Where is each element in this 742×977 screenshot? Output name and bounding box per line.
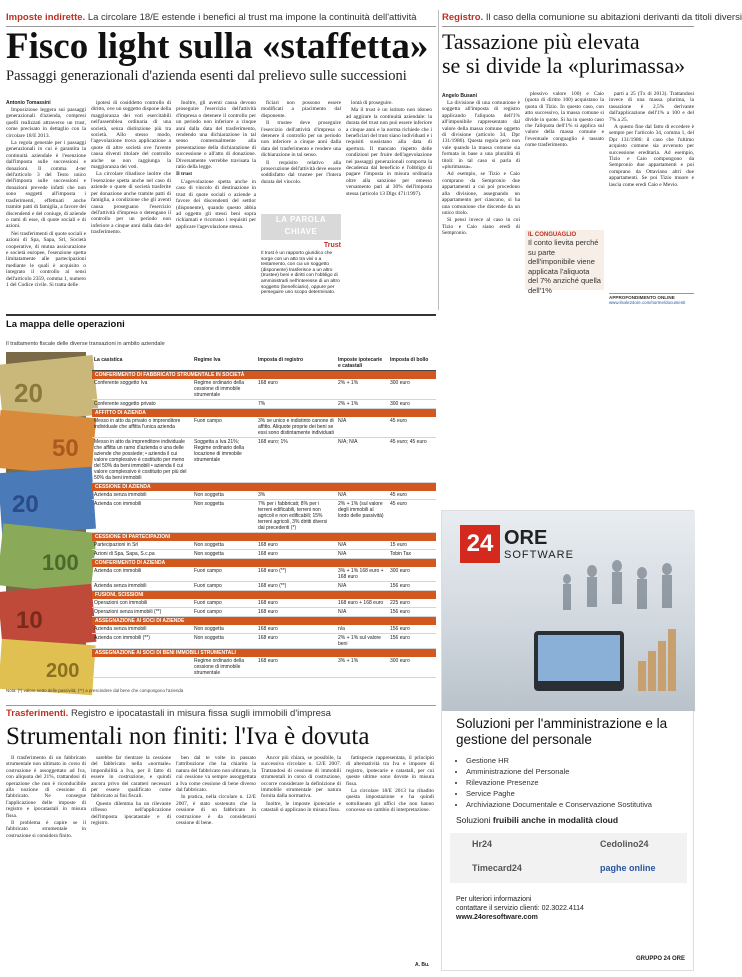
- table-cell: 300 euro: [388, 567, 436, 582]
- paragraph: Il problema è capire se il fabbricato strumentale in costruzione si considera finito.: [6, 820, 86, 839]
- paragraph: Il trustee deve proseguire l'esercizio dell'attività d'impresa o detenere il controllo per un periodo non inferiore a cinque anni dalla data del trasferimento e rendere una dichiarazione in tal senso.: [261, 120, 341, 159]
- table-cell: Non soggetta: [192, 634, 256, 649]
- headline-top-left: Fisco light sulla «staffetta»: [6, 26, 429, 67]
- ad-brand-bar: [450, 833, 687, 883]
- table-row: [92, 582, 436, 591]
- table-cell: Regime ordinario della cessione di immobile strumentale: [192, 379, 256, 400]
- approfondimento-link[interactable]: www.ilsole24ore.com/norme/documenti: [609, 300, 686, 305]
- table-cell: 168 euro: [256, 657, 336, 678]
- table-row: [92, 567, 436, 582]
- table-row: [92, 379, 436, 400]
- paragraph: lontà di proseguire.: [351, 100, 393, 106]
- conguaglio-box: [525, 230, 604, 295]
- table-cell: N/A: [336, 541, 388, 550]
- table-cell: 168 euro: [256, 379, 336, 400]
- table-section-title: ASSEGNAZIONE AI SOCI DI BENI IMMOBILI STRUMENTALI: [92, 649, 436, 658]
- paragraph: Imposizione leggera sui passaggi generazionali d'azienda, compresi quelli realizzati attraverso un trust, come precisato in dettaglio con la circolare 18/E 2013.: [6, 107, 86, 139]
- table-section-row: [92, 559, 436, 568]
- keyword-box: [261, 214, 341, 308]
- table-cell: Non soggetta: [192, 541, 256, 550]
- table-cell: Non soggetta: [192, 550, 256, 559]
- paragraph: Ma il trust è un istituto non idoneo ad aggirare la continuità aziendale: la durata del trust non può essere inferiore a cinque anni e la norma richiede che i beneficiari del trust siano individuati e i requisiti sussistano alla data di apertura. Il mancato rispetto delle condizioni per fruire dell'agevolazione nei passaggi generazionali comporta la decadenza dal beneficio e l'obbligo di pagare l'imposta in misura ordinaria oltre alla sanzione per omesso versamento pari al 30% dell'imposta stessa (articolo 13 Dlgs 471/1997).: [346, 107, 432, 197]
- article-column-r2: [525, 91, 604, 226]
- table-cell: Fuori campo: [192, 599, 256, 608]
- headline-line: se si divide la «plurimassa»: [442, 53, 686, 78]
- article-column-2: [91, 100, 171, 308]
- table-cell: 168 euro: [256, 634, 336, 649]
- table-section-row: [92, 483, 436, 492]
- ad-logo-badge: 24: [460, 525, 500, 563]
- kicker-top-right: [442, 12, 742, 24]
- table-cell: Azienda senza immobili: [92, 491, 192, 500]
- table-cell: 168 euro (**): [256, 582, 336, 591]
- table-cell: N/A: [336, 491, 388, 500]
- table-cell: Fuori campo: [192, 608, 256, 617]
- article-column-b2: [91, 755, 171, 970]
- kicker-top-left: [6, 12, 436, 24]
- table-cell: [192, 400, 256, 409]
- headline-line: Tassazione più elevata: [442, 29, 640, 54]
- paragraph: Il requisito relativo alla prosecuzione dell'attività deve essere soddisfatto dal trustee per l'intera durata del vincolo.: [261, 159, 341, 185]
- ad-tagline-prefix: Soluzioni: [456, 815, 491, 825]
- keyword-label: [261, 214, 341, 240]
- table-cell: Non soggetta: [192, 625, 256, 634]
- table-row: [92, 400, 436, 409]
- table-cell: Azienda senza immobili: [92, 582, 192, 591]
- table-row: [92, 599, 436, 608]
- svg-text:20: 20: [14, 378, 43, 408]
- table-cell: Operazioni con immobili: [92, 599, 192, 608]
- paragraph: La regola generale per i passaggi generazionali in cui è garantita la continuità aziendale è l'esenzione dall'imposta sulle successioni e donazioni. Il comma 4-ter dell'articolo 3 del Testo unico dell'imposta sulle successioni e donazioni prevede infatti che non sono soggetti all'imposta i trasferimenti, effettuati anche tramite patti di famiglia, a favore dei discendenti e del coniuge, di aziende o rami di esse, di quote sociali e di azioni.: [6, 140, 86, 230]
- table-section-title: FUSIONI, SCISSIONI: [92, 591, 436, 600]
- mappa-subtitle: Il trattamento fiscale delle diverse transazioni in ambito aziendale: [6, 341, 165, 347]
- table-section-title: CONFERIMENTO DI AZIENDA: [92, 559, 436, 568]
- ad-logo: [460, 525, 580, 565]
- paragraph: La divisione di una comunione è soggetta all'imposta di registro applicando l'aliquota dell'1% all'imponibile rappresentato dal valore della massa comune oggetto di divisione (articolo 34, Dpr 131/1986). Questa regola però non vale quando la massa comune sia formata in base a una pluralità di titoli: in tal caso si parla di «plurimassa».: [442, 100, 520, 171]
- table-cell: 3%: [256, 491, 336, 500]
- table-section-title: CESSIONE DI AZIENDA: [92, 483, 436, 492]
- ad-item: • Rilevazione Presenze: [466, 777, 696, 788]
- table-section-title: CONFERIMENTO DI FABBRICATO STRUMENTALE IN SOCIETÀ: [92, 371, 436, 380]
- table-cell: Messo in atto da imprenditore individuale che affitta un ramo d'azienda o una delle aziende che possiede; • azienda il cui valore complessivo è costituito per meno del 50% da beni immobili • azienda il cui valore complessivo è costituito per più del 50% da beni immobili: [92, 438, 192, 483]
- article-column-b3: [176, 755, 256, 970]
- headline-bottom-left: Strumentali non finiti: l'Iva è dovuta: [6, 723, 370, 750]
- svg-text:100: 100: [42, 550, 79, 575]
- table-cell: Regime ordinario della cessione di immobile strumentale: [192, 657, 256, 678]
- table-cell: 15 euro: [388, 541, 436, 550]
- ad-brand: Hr24: [472, 839, 493, 849]
- table-cell: N/A: [336, 550, 388, 559]
- table-cell: Azienda con immobili: [92, 500, 192, 533]
- table-section-row: [92, 617, 436, 626]
- banknotes-image: [6, 352, 86, 685]
- divider: [442, 26, 694, 27]
- table-cell: 225 euro: [388, 599, 436, 608]
- ad-contact-line: contattare il servizio clienti: 02.3022.4114: [456, 905, 584, 912]
- divider: [6, 705, 436, 706]
- byline-bottom-left: A. Bu.: [415, 962, 430, 968]
- paragraph: La circolare 18/E 2013 ha ribadito questa impostazione e ha quindi sottolineato gli uffici che non hanno concesso un cambio di interpretazione.: [346, 788, 434, 814]
- headline-top-right: [442, 30, 694, 78]
- article-column-b1: [6, 755, 86, 970]
- table-cell: Azienda senza immobili: [92, 625, 192, 634]
- paragraph: Inoltre, gli aventi causa devono proseguire l'esercizio dell'attività d'impresa o detenere il controllo per un periodo non inferiore a cinque anni dalla data del trasferimento, rendendo una dichiarazione in tal senso contestualmente alla presentazione della dichiarazione di successione o all'atto di donazione. Diversamente verrebbe travisata la ratio della legge.: [176, 100, 256, 171]
- table-cell: 168 euro: [256, 625, 336, 634]
- mappa-table: [92, 356, 436, 678]
- banknotes-illustration: [6, 352, 86, 685]
- ad-item: • Archiviazione Documentale e Conservazione Sostitutiva: [466, 799, 696, 810]
- table-row: [92, 634, 436, 649]
- table-row: [92, 550, 436, 559]
- svg-text:200: 200: [46, 660, 80, 682]
- ad-tagline-bold: fruibili anche in modalità cloud: [492, 815, 619, 825]
- paragraph: parti a 25 (Tx di 2013). Trattandosi invece di una massa plurima, la tassazione è 2,5% derivante dall'applicazione dell'1% a 100 e del 7% a 25.: [609, 91, 694, 123]
- paragraph: Ancor più chiara, se possibile, la successiva circolare n. 12/E 2007. Trattandosi di cessione di immobili strumentali in corso di costruzione, occorre considerare la definizione di immobile strumentale per natura fornita dalla normativa.: [261, 755, 341, 800]
- table-cell: Conferente soggetto Iva: [92, 379, 192, 400]
- conguaglio-text: Il conto lievita perché su parte dell'imponibile viene applicata l'aliquota del 7% anziché quella dell'1%: [528, 238, 601, 295]
- svg-text:50: 50: [52, 435, 79, 462]
- ad-item: • Gestione HR: [466, 755, 696, 766]
- paragraph: Si pensi invece al caso in cui Tizio e Caio siano eredi di Sempronio.: [442, 217, 520, 237]
- table-cell: 168 euro + 168 euro: [336, 599, 388, 608]
- table-cell: 3% se unico e indistinto canone di affitto. Aliquote proprie dei beni se essi sono distintamente individuati: [256, 417, 336, 438]
- ad-contact-url[interactable]: www.24oresoftware.com: [456, 914, 538, 921]
- ad-item-list: [456, 755, 696, 810]
- table-cell: 2% + 1% sul valore beni: [336, 634, 388, 649]
- table-cell: Azienda con immobili (**): [92, 634, 192, 649]
- article-column-3: [176, 100, 256, 308]
- table-cell: Non soggetta: [192, 491, 256, 500]
- section-heading: Il trust: [176, 171, 193, 178]
- keyword-term: Trust: [323, 242, 341, 249]
- mappa-note: Nota: (*) valore netto delle passività; (**) a prescindere dal bene che compongono l'azienda: [6, 688, 184, 693]
- paragraph: ficiari non possono essere modificati a piacimento dal disponente.: [261, 100, 341, 119]
- approfondimento-label: APPROFONDIMENTO ONLINE: [609, 293, 694, 300]
- table-row: [92, 608, 436, 617]
- table-cell: 156 euro: [388, 608, 436, 617]
- conguaglio-title: IL CONGUAGLIO: [528, 232, 577, 238]
- paragraph: In pratica, nella circolare n. 12/E 2007, è stato sostenuto che la cessione di un fabbricato in costruzione è da considerarsi cessione di bene.: [176, 794, 256, 827]
- table-cell: 7%: [256, 400, 336, 409]
- kicker-bottom-left: [6, 708, 436, 720]
- ad-brand: paghe online: [600, 863, 656, 873]
- table-cell: n/a: [336, 625, 388, 634]
- table-cell: 2% + 1%: [336, 379, 388, 400]
- svg-text:20: 20: [12, 491, 39, 518]
- article-column-r1: [442, 100, 520, 308]
- table-cell: Partecipazioni in Srl: [92, 541, 192, 550]
- ad-contact: [456, 895, 686, 922]
- table-row: [92, 625, 436, 634]
- mappa-table-body: [92, 371, 436, 678]
- article-column-r3: [609, 91, 694, 291]
- subheadline-top-left: Passaggi generazionali d'azienda esenti dal prelievo sulle successioni: [6, 68, 407, 84]
- paragraph: Inoltre, le imposte ipotecarie e catastali si applicano in misura fissa.: [261, 800, 341, 814]
- ad-brand: Timecard24: [472, 863, 522, 873]
- ad-brand: Cedolino24: [600, 839, 649, 849]
- table-cell: Conferente soggetto privato: [92, 400, 192, 409]
- table-section-row: [92, 371, 436, 380]
- table-row: [92, 438, 436, 483]
- table-section-title: CESSIONE DI PARTECIPAZIONI: [92, 533, 436, 542]
- table-cell: Azioni di Spa, Sapa, S.c.pa: [92, 550, 192, 559]
- table-cell: 45 euro: [388, 500, 436, 533]
- article-column-b4: [261, 755, 341, 970]
- table-cell: Tobin Tax: [388, 550, 436, 559]
- table-cell: 3% + 1% 168 euro + 168 euro: [336, 567, 388, 582]
- keyword-label-line1: LA PAROLA: [275, 215, 327, 224]
- kicker-label: Imposte indirette.: [6, 12, 86, 23]
- kicker-text: Registro e ipocatastali in misura fissa sugli immobili d'impresa: [70, 708, 331, 719]
- table-cell: 156 euro: [388, 634, 436, 649]
- divider: [6, 314, 436, 316]
- table-cell: Fuori campo: [192, 582, 256, 591]
- paragraph: ipotesi di cosiddetto controllo di diritto, ove un soggetto dispone della maggioranza dei voti esercitabili nell'assemblea ordinaria di una società, senza distinzione più tra società. Allo stesso modo, l'agevolazione trova applicazione a quote di altre società ove l'avente causa diventi titolare del controllo anche se non raggiunga la maggioranza dei voti.: [91, 100, 171, 171]
- approfondimento: [609, 293, 694, 305]
- ad-contact-line: Per ulteriori informazioni: [456, 896, 532, 903]
- table-cell: Fuori campo: [192, 567, 256, 582]
- table-row: [92, 500, 436, 533]
- paragraph: La circolare ribadisce inoltre che l'esenzione spetta anche nel caso di aziende o quote di società trasferite per donazione anche tramite patti di famiglia, a condizione che gli aventi causa proseguano l'esercizio dell'attività d'impresa o detengano il controllo per un periodo non inferiore a cinque anni dalla data del trasferimento.: [91, 171, 171, 236]
- ad-item: • Service Paghe: [466, 788, 696, 799]
- table-cell: [92, 657, 192, 678]
- keyword-label-line2: CHIAVE: [284, 227, 318, 236]
- ad-group-mark: GRUPPO 24 ORE: [635, 956, 685, 962]
- table-cell: 45 euro: [388, 417, 436, 438]
- table-cell: N/A: [336, 417, 388, 438]
- paragraph: Nei trasferimenti di quote sociali e azioni di Spa, Sapa, Srl, Società cooperative, di mutua assicurazione e società europee, l'esenzione spetta limitatamente alle partecipazioni mediante le quali è acquisito o integrato il controllo ai sensi dell'articolo 2359, comma 1, numero 1 del Codice civile. Si tratta delle: [6, 230, 86, 288]
- paragraph: ben dal te volte in passato l'attribuzione che ha chiarito la natura del fabbricato non ultimato, la cui cessione va sempre assoggettata a Iva come cessione di bene diverso dal fabbricato.: [176, 755, 256, 794]
- ad-item: • Amministrazione del Personale: [466, 766, 696, 777]
- table-header-row: [92, 356, 436, 371]
- article-column-1: [6, 107, 86, 307]
- table-cell: 3% + 1%: [336, 657, 388, 678]
- paragraph: fattispecie rappresentata, il principio di alternatività tra Iva e imposte di registro, ipotecarie e catastali, per cui queste ultime sono dovute in misura fissa.: [346, 755, 434, 787]
- byline-top-left: Antonio Tomassini: [6, 100, 51, 106]
- article-column-b5: [346, 755, 434, 960]
- paragraph: Ad esempio, se Tizio e Caio comprano da Sempronio due appartamenti a cui poi procedono alla divisione, assegnando un appartamento per ciascuno, si ha una comunione che discende da un unico titolo.: [442, 171, 520, 216]
- mappa-title: La mappa delle operazioni: [6, 319, 125, 330]
- table-cell: 45 euro: [388, 491, 436, 500]
- paragraph: sarebbe far rientrare la cessione del fabbricato nella «normale» imponibilità a Iva, per il fatto di essere in costruzione, e quindi ancora privo dei caratteri necessari per essere qualificato come fabbricato ai fini fiscali.: [91, 755, 171, 800]
- table-cell: 2% + 1%: [336, 400, 388, 409]
- table-cell: 7% per i fabbricati; 8% per i terreni edificabili, terreni non agricoli e non edificabili; 15% terreni agricoli, 3% diritti diversi dai precedenti (*): [256, 500, 336, 533]
- paragraph: plessivo valore 100) e Caio (quota di diritto 100) acquistano la quota di Tizio. In questo caso, con atto successivo, la massa comune si divide in quote. Si ha in questo caso che l'aliquota dell'1% si applica sul valore della massa comune e l'eventuale conguaglio è tassato come trasferimento.: [525, 91, 604, 149]
- keyword-text: Il trust è un rapporto giuridico che sorge con un atto tra vivi o a testamento, con cui un soggetto (disponente) trasferisce a un altro (trustee) beni e diritti con l'obbligo di amministrarli nell'interesse di un altro soggetto (beneficiario), oppure per perseguire uno scopo determinato.: [261, 251, 340, 296]
- table-cell: 45 euro; 45 euro: [388, 438, 436, 483]
- ad-headline: Soluzioni per l'amministrazione e la gestione del personale: [456, 716, 668, 747]
- table-row: [92, 417, 436, 438]
- table-cell: 156 euro: [388, 625, 436, 634]
- table-section-row: [92, 591, 436, 600]
- table-cell: 168 euro (**): [256, 567, 336, 582]
- table-section-row: [92, 409, 436, 418]
- ad-tagline: [456, 815, 686, 825]
- table-cell: Operazioni senza immobili (**): [92, 608, 192, 617]
- col-header-iva: Regime Iva: [192, 356, 256, 371]
- table-cell: 300 euro: [388, 379, 436, 400]
- table-row: [92, 541, 436, 550]
- table-cell: 168 euro: [256, 599, 336, 608]
- col-header-registro: Imposta di registro: [256, 356, 336, 371]
- table-cell: Fuori campo: [192, 417, 256, 438]
- ad-logo-ore: ORE: [504, 527, 548, 549]
- table-cell: Messo in atto da privato o imprenditore individuale che affitta l'unica azienda: [92, 417, 192, 438]
- table-cell: N/A: [336, 608, 388, 617]
- table-section-row: [92, 533, 436, 542]
- table-cell: Soggetta a Iva 21%; Regime ordinario della locazione di immobile strumentale: [192, 438, 256, 483]
- column-divider: [438, 10, 439, 310]
- table-cell: N/A; N/A: [336, 438, 388, 483]
- table-row: [92, 491, 436, 500]
- col-header-casistica: La casistica: [92, 356, 192, 371]
- svg-text:10: 10: [16, 607, 43, 634]
- table-cell: 168 euro: [256, 541, 336, 550]
- table-cell: Non soggetta: [192, 500, 256, 533]
- table-cell: Azienda con immobili: [92, 567, 192, 582]
- table-section-title: AFFITTO DI AZIENDA: [92, 409, 436, 418]
- table-cell: 168 euro: [256, 550, 336, 559]
- paragraph: Il trasferimento di un fabbricato strumentale non ultimato in corso di costruzione è assoggettato ad Iva, con aliquota del 21%, trattandosi di operazione che non è riconducibile alla nozione di cessione di fabbricato. Ne consegue l'applicazione delle imposte di registro e ipocatastali in misura fissa.: [6, 755, 86, 819]
- table-cell: 168 euro; 1%: [256, 438, 336, 483]
- kicker-text: La circolare 18/E estende i benefici al trust ma impone la continuità dell'attività: [87, 12, 417, 23]
- table-cell: 168 euro: [256, 608, 336, 617]
- article-column-5: [346, 100, 432, 308]
- kicker-text: Il caso della comunione su abitazioni derivanti da titoli diversi: [485, 12, 742, 23]
- table-row: [92, 657, 436, 678]
- paragraph: Questo dilemma ha un rilevante riflesso nell'applicazione dell'imposta ipocatastale e di registro.: [91, 800, 171, 827]
- table-cell: 300 euro: [388, 657, 436, 678]
- table-cell: 300 euro: [388, 400, 436, 409]
- advertisement[interactable]: [441, 510, 694, 971]
- paragraph: A questo fine dal fatto di eccedere è sempre per l'articolo 34, comma 1, del Dpr 131/1986: il caso che l'ultimo acquisto comune sia avvenuto per successione ereditaria. Ad esempio, Tizio e Caio compongono da Sempronio due appartamenti e poi comprano da Ottaviano altri due appartamenti. Se poi Tizio muore e lascia come eredi Caio e Mevio.: [609, 124, 694, 188]
- table-section-title: ASSEGNAZIONE AI SOCI DI AZIENDE: [92, 617, 436, 626]
- table-cell: N/A: [336, 582, 388, 591]
- byline-top-right: Angelo Busani: [442, 93, 478, 99]
- table-section-row: [92, 649, 436, 658]
- kicker-label: Registro.: [442, 12, 484, 23]
- table-cell: 156 euro: [388, 582, 436, 591]
- article-column-4: [261, 100, 341, 210]
- kicker-label: Trasferimenti.: [6, 708, 69, 719]
- paragraph: L'agevolazione spetta anche in caso di vincolo di destinazione in trust di quote sociali o aziende a favore dei discendenti del settlor (disponente), quando questo abbia ad oggetto gli stessi beni sopra richiamati e ricorrano i requisiti per applicare l'agevolazione stessa.: [176, 178, 256, 230]
- table-cell: 2% + 1% (sul valore degli immobili al lordo delle passività): [336, 500, 388, 533]
- col-header-ipocatastali: Imposte ipotecarie e catastali: [336, 356, 388, 371]
- ad-logo-software: SOFTWARE: [504, 549, 574, 561]
- col-header-bollo: Imposta di bollo: [388, 356, 436, 371]
